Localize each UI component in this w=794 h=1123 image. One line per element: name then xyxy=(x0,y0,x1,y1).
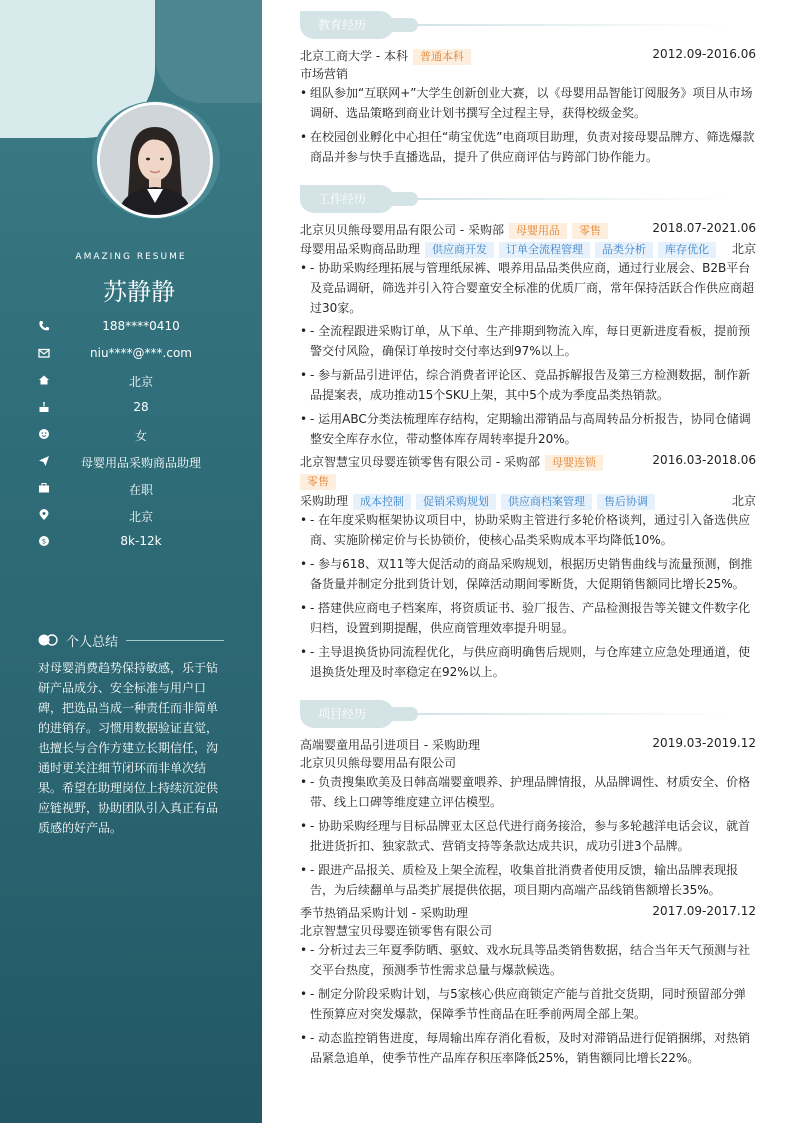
info-email xyxy=(0,344,262,364)
list-item: • - 跟进产品报关、质检及上架全流程，收集首批消费者使用反馈，输出品牌表现报告，为后续翻单与品类扩展提供依据，项目期内高端产品线销售额增长35%。 xyxy=(300,863,739,897)
skill-tag: 供应商开发 xyxy=(425,242,494,258)
section-work-header xyxy=(300,185,756,213)
sidebar xyxy=(0,0,262,1123)
summary-text: 对母婴消费趋势保持敏感，乐于钻研产品成分、安全标准与用户口碑，把选品当成一种责任而非简单的进销存。习惯用数据验证直觉，也擅长与合作方建立长期信任，沟通时更关注细节闭环而非单次结果。希望在助理岗位上持续沉淀供应链视野，协助团队引入真正有品质感的好产品。 xyxy=(38,661,219,835)
project-company-row xyxy=(300,922,756,940)
list-item: • - 参与618、双11等大促活动的商品采购规划，根据历史销售曲线与流量预测，倒推备货量并制定分批到货计划，保障活动期间零断货，大促期销售额同比增长25%。 xyxy=(300,557,753,591)
skill-tag: 品类分析 xyxy=(595,242,653,258)
divider xyxy=(412,24,730,26)
list-item: • - 分析过去三年夏季防晒、驱蚊、戏水玩具等品类销售数据，结合当年天气预测与社交平台热度，预测季节性需求总量与爆款候选。 xyxy=(300,943,751,977)
phone-value: 188****0410 xyxy=(102,319,180,333)
company-name: 北京贝贝熊母婴用品有限公司 - 采购部 xyxy=(300,223,504,237)
divider xyxy=(412,713,730,715)
industry-tag: 母婴连锁 xyxy=(545,455,603,471)
age-value: 28 xyxy=(133,400,149,414)
info-position xyxy=(0,452,262,472)
list-item: • - 动态监控销售进度，每周输出库存消化看板，及时对滞销品进行促销捆绑，对热销品紧急追单，使季节性产品库存积压率降低25%，销售额同比增长22%。 xyxy=(300,1031,751,1065)
job-date: 2016.03-2018.06 xyxy=(652,453,756,467)
project-name: 季节热销品采购计划 - 采购助理 xyxy=(300,906,468,920)
info-age xyxy=(0,398,262,418)
project-company: 北京智慧宝贝母婴连锁零售有限公司 xyxy=(300,924,493,938)
list-item: • - 协助采购经理与目标品牌亚太区总代进行商务接洽，参与多轮越洋电话会议，就首批进货折扣、独家款式、营销支持等条款达成共识，成功引进3个品牌。 xyxy=(300,819,751,853)
job-header xyxy=(300,453,756,471)
job-date: 2018.07-2021.06 xyxy=(652,221,756,235)
list-item: • - 主导退换货协同流程优化，与供应商明确售后规则，与仓库建立应急处理通道，使退换货处理及时率稳定在92%以上。 xyxy=(300,645,751,679)
info-location xyxy=(0,506,262,526)
education-row xyxy=(300,47,756,65)
section-education-header xyxy=(300,11,756,39)
list-item: • - 全流程跟进采购订单，从下单、生产排期到物流入库，每日更新进度看板，提前预警交付风险，确保订单按时交付率达到97%以上。 xyxy=(300,324,751,358)
school-tag: 普通本科 xyxy=(413,49,471,65)
school-name: 北京工商大学 - 本科 xyxy=(300,49,408,63)
list-item: • - 制定分阶段采购计划，与5家核心供应商锁定产能与首批交货期，同时预留部分弹性预算应对突发爆款，保障季节性商品在旺季前两周全部上架。 xyxy=(300,987,746,1021)
candidate-name: 苏静静 xyxy=(103,278,175,306)
job-position-row xyxy=(300,492,756,510)
list-item: • - 参与新品引进评估，综合消费者评论区、竞品拆解报告及第三方检测数据，制作新品提案表，成功推动15个SKU上架，其中5个成为季度品类热销款。 xyxy=(300,368,751,402)
info-phone xyxy=(0,317,262,337)
company-name: 北京智慧宝贝母婴连锁零售有限公司 - 采购部 xyxy=(300,455,540,469)
job-header xyxy=(300,221,756,239)
avatar xyxy=(97,102,213,218)
skill-tag: 成本控制 xyxy=(353,494,411,510)
summary-icon xyxy=(38,633,60,647)
divider xyxy=(412,198,730,200)
job-position-row xyxy=(300,240,756,258)
skill-tag: 库存优化 xyxy=(658,242,716,258)
project-name: 高端婴童用品引进项目 - 采购助理 xyxy=(300,738,480,752)
info-salary xyxy=(0,532,262,552)
divider xyxy=(126,640,224,641)
location-value: 北京 xyxy=(128,510,153,524)
list-item: • 在校园创业孵化中心担任“萌宝优选”电商项目助理，负责对接母婴品牌方、筛选爆款商品并参与快手直播选品，提升了供应商评估与跨部门协作能力。 xyxy=(300,130,755,164)
job-position: 采购助理 xyxy=(300,494,349,508)
project-date: 2017.09-2017.12 xyxy=(652,904,756,918)
svg-text:$: $ xyxy=(41,537,47,546)
project-company: 北京贝贝熊母婴用品有限公司 xyxy=(300,756,457,770)
section-title: 工作经历 xyxy=(300,185,394,213)
industry-tag: 母婴用品 xyxy=(509,223,567,239)
skill-tag: 供应商档案管理 xyxy=(501,494,592,510)
job-position: 母婴用品采购商品助理 xyxy=(300,242,421,256)
project-header xyxy=(300,736,756,754)
job-city: 北京 xyxy=(731,494,756,508)
project-header xyxy=(300,904,756,922)
industry-tag: 零售 xyxy=(572,223,608,239)
list-item: • - 在年度采购框架协议项目中，协助采购主管进行多轮价格谈判，通过引入备选供应商、实施阶梯定价与长协锁价，使核心品类采购成本平均降低10%。 xyxy=(300,513,751,547)
major: 市场营销 xyxy=(300,67,349,81)
gender-value: 女 xyxy=(134,429,147,443)
industry-tag: 零售 xyxy=(300,474,336,490)
decorative-shape xyxy=(155,0,262,103)
section-title: 教育经历 xyxy=(300,11,394,39)
project-company-row xyxy=(300,754,756,772)
section-projects-header xyxy=(300,700,756,728)
list-item: • - 负责搜集欧美及日韩高端婴童喂养、护理品牌情报，从品牌调性、材质安全、价格带、线上口碑等维度建立评估模型。 xyxy=(300,775,751,809)
info-gender xyxy=(0,425,262,445)
status-value: 在职 xyxy=(128,483,153,497)
skill-tag: 促销采购规划 xyxy=(416,494,496,510)
salary-value: 8k-12k xyxy=(120,534,162,548)
job-tag-row xyxy=(300,474,756,492)
skill-tag: 售后协调 xyxy=(597,494,655,510)
skill-tag: 订单全流程管理 xyxy=(499,242,590,258)
resume-tagline: AMAZING RESUME xyxy=(75,252,187,262)
info-home xyxy=(0,371,262,391)
info-status xyxy=(0,479,262,499)
list-item: • - 运用ABC分类法梳理库存结构，定期输出滞销品与高周转品分析报告，协同仓储调整安全库存水位，带动整体库存周转率提升20%。 xyxy=(300,412,751,446)
list-item: • 组队参加“互联网+”大学生创新创业大赛，以《母婴用品智能订阅服务》项目从市场调研、选品策略到商业计划书撰写全过程主导，获得校级金奖。 xyxy=(300,86,753,120)
email-value: niu****@***.com xyxy=(90,346,192,360)
home-value: 北京 xyxy=(128,375,153,389)
list-item: • - 搭建供应商电子档案库，将资质证书、验厂报告、产品检测报告等关键文件数字化归档，设置到期提醒，供应商管理效率提升明显。 xyxy=(300,601,751,635)
summary-title: 个人总结 xyxy=(66,635,119,650)
education-date: 2012.09-2016.06 xyxy=(652,47,756,61)
job-city: 北京 xyxy=(731,242,756,256)
position-value: 母婴用品采购商品助理 xyxy=(80,456,201,470)
list-item: • - 协助采购经理拓展与管理纸尿裤、喂养用品品类供应商，通过行业展会、B2B平台及竞品调研，筛选并引入符合婴童安全标准的优质厂商，常年保持活跃合作供应商超过30家。 xyxy=(300,261,755,315)
major-row xyxy=(300,65,756,83)
section-title: 项目经历 xyxy=(300,700,394,728)
project-date: 2019.03-2019.12 xyxy=(652,736,756,750)
summary-header xyxy=(38,630,228,650)
